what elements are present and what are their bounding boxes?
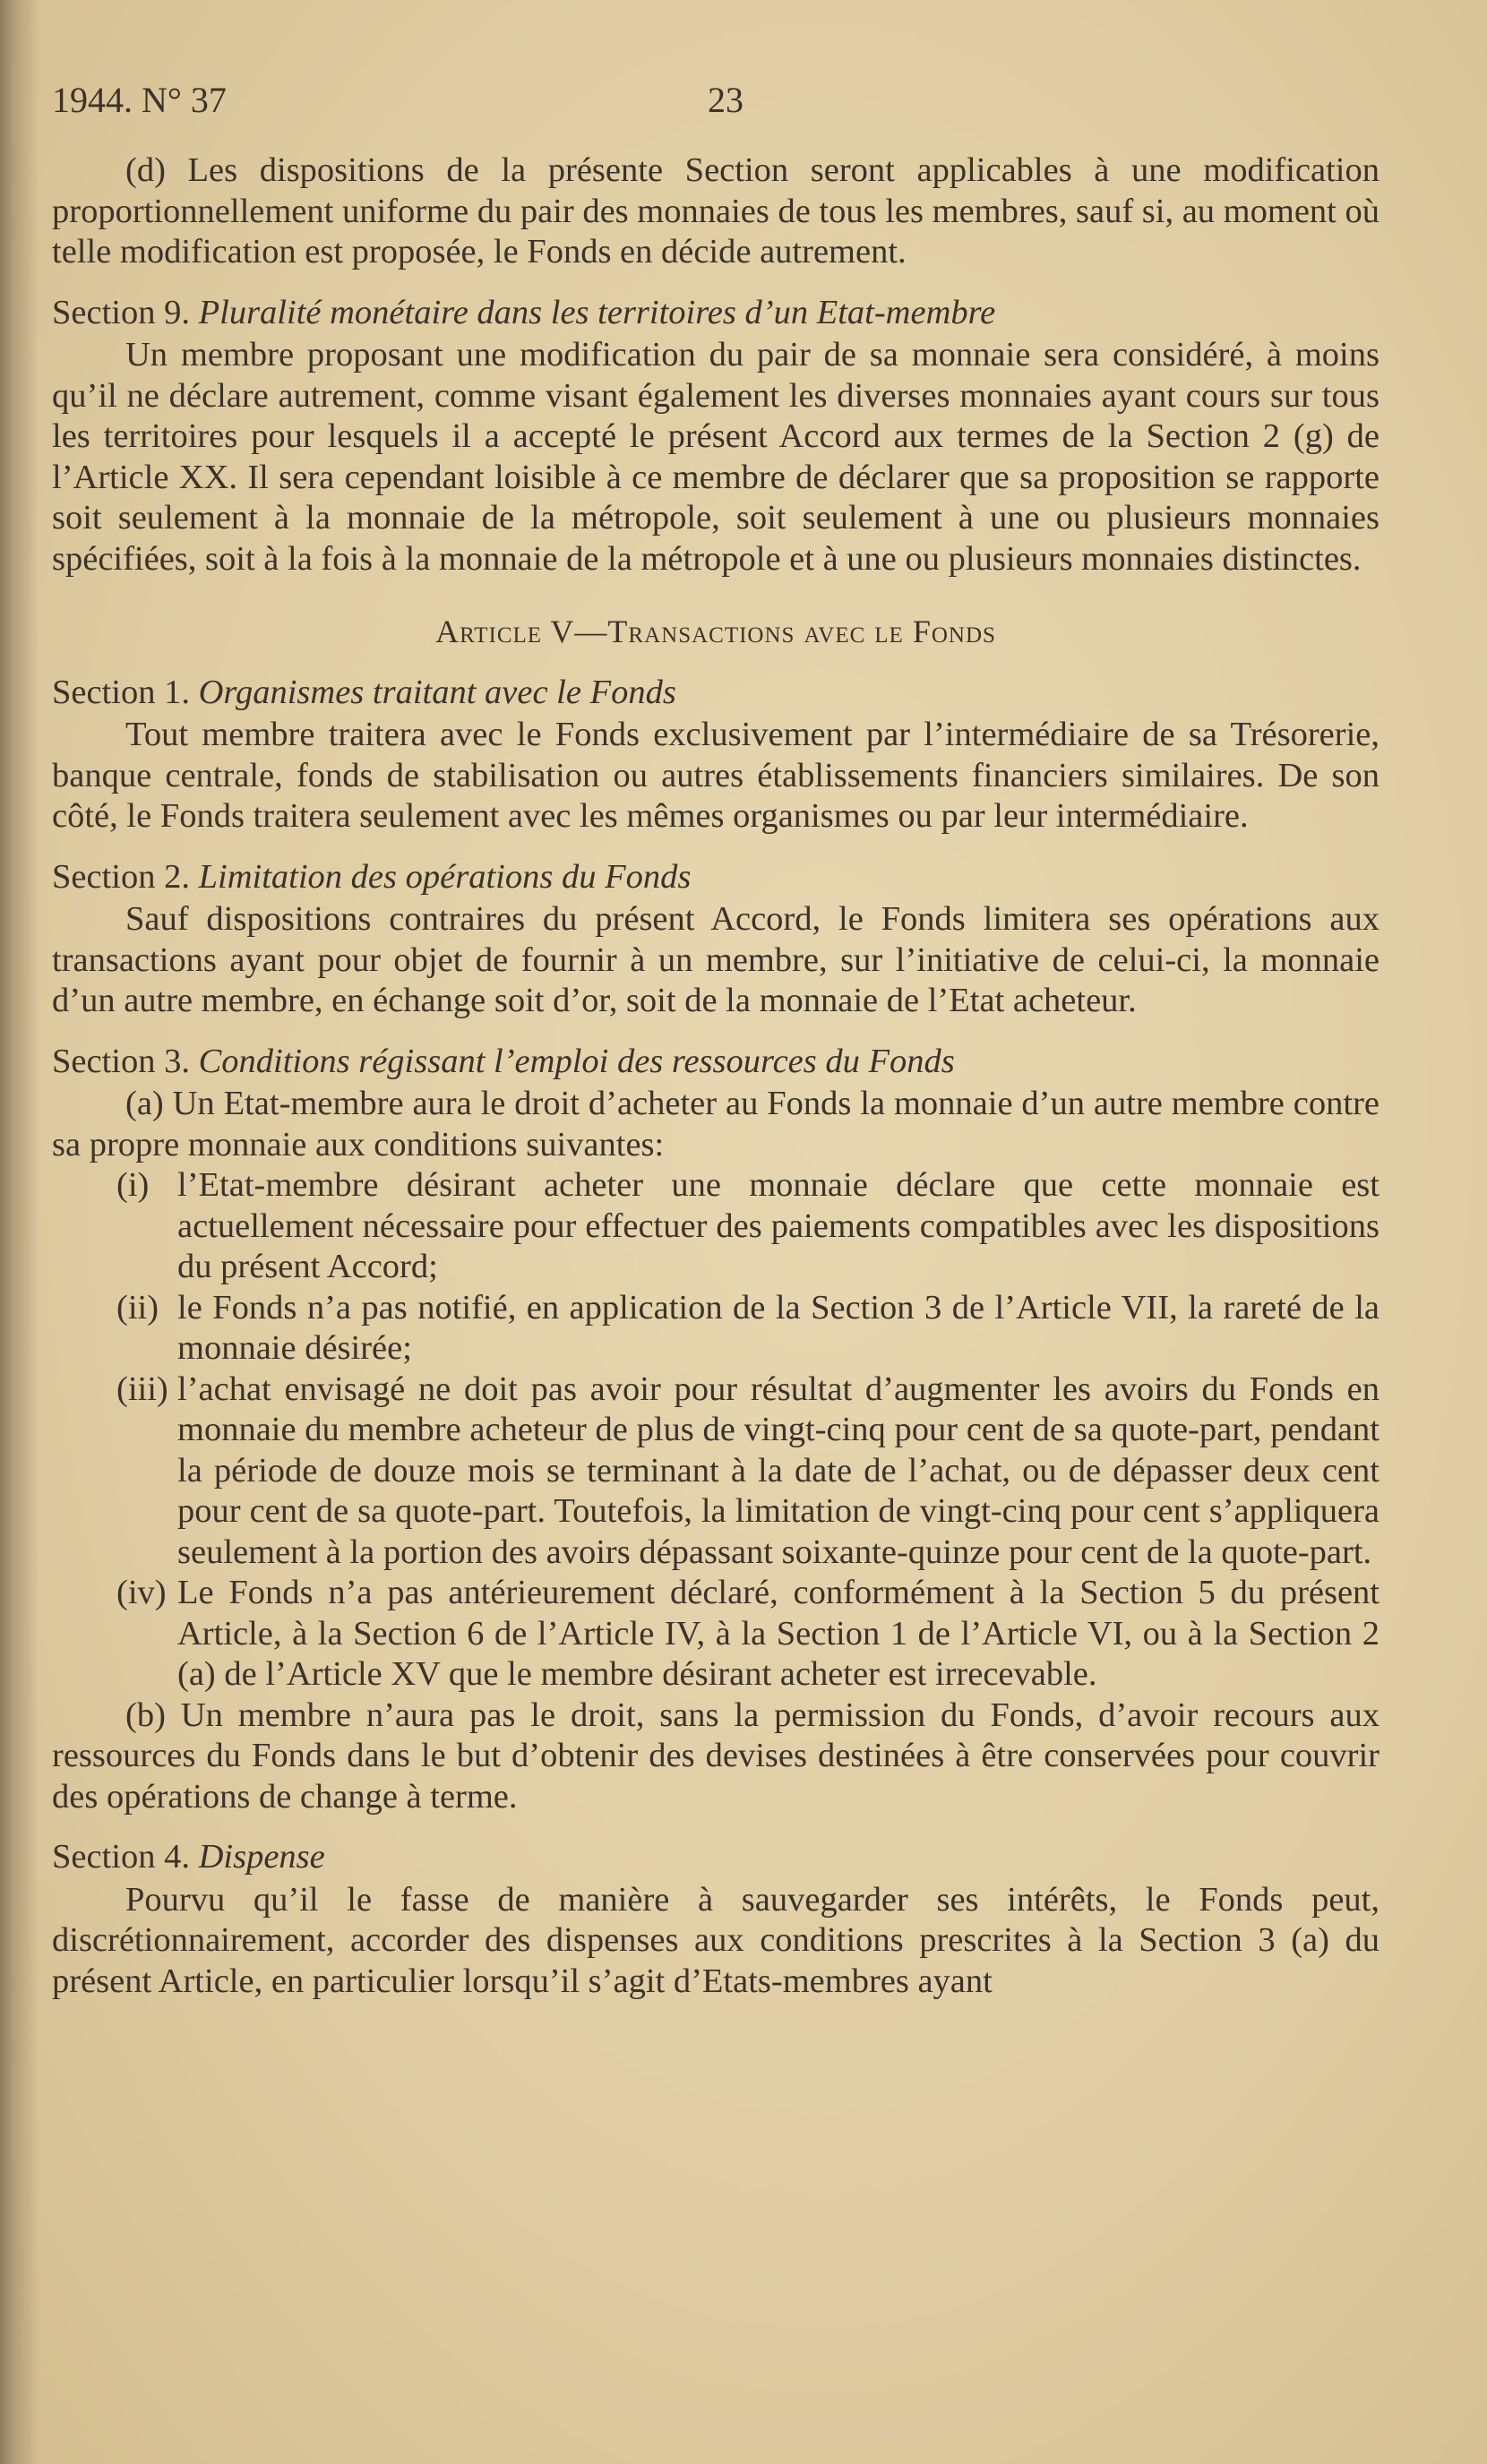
section-number: Section 9. [52, 293, 190, 331]
page-number: 23 [708, 80, 744, 120]
section-3-heading [52, 1042, 1380, 1083]
section-title: Pluralité monétaire dans les territoires d’un Etat-membre [198, 293, 996, 331]
binding-shadow [0, 0, 39, 2464]
section-title: Organismes traitant avec le Fonds [198, 673, 676, 711]
item-text: Le Fonds n’a pas antérieurement déclaré, conformément à la Section 5 du présent Article, à la Section 6 de l’Article IV, à la Section 1 de l’Article VI, ou à la Section 2 (a) de l’Article XV que le membre désirant acheter est irrecevable. [177, 1574, 1380, 1693]
section-2-body: Sauf dispositions contraires du présent Accord, le Fonds limitera ses opérations aux transactions ayant pour objet de fournir à un membre, sur l’initiative de celui-ci, la monnaie d’un autre membre, en échange soit d’or, soit de la monnaie de l’Etat acheteur. [52, 900, 1380, 1019]
item-text: le Fonds n’a pas notifié, en application de la Section 3 de l’Article VII, la rareté de la monnaie désirée; [177, 1288, 1380, 1367]
section-number: Section 4. [52, 1838, 190, 1876]
section-number: Section 1. [52, 673, 190, 711]
section-3-paragraph-b: (b) Un membre n’aura pas le droit, sans la permission du Fonds, d’avoir recours aux ressources du Fonds dans le but d’obtenir des devises destinées à être conservées pour couvrir des opérations de change à terme. [52, 1696, 1380, 1816]
section-9-heading [52, 293, 1380, 334]
section-4-heading [52, 1837, 1380, 1878]
list-item [52, 1288, 1380, 1369]
section-title: Conditions régissant l’emploi des ressources du Fonds [198, 1042, 955, 1080]
section-4-body: Pourvu qu’il le fasse de manière à sauvegarder ses intérêts, le Fonds peut, discrétionnairement, accorder des dispenses aux conditions prescrites à la Section 3 (a) du présent Article, en particulier lorsqu’il s’agit d’Etats-membres ayant [52, 1880, 1380, 2000]
section-1-heading [52, 673, 1380, 714]
section-number: Section 2. [52, 857, 190, 896]
item-marker: (iii) [116, 1369, 168, 1408]
conditions-list [52, 1165, 1380, 1696]
item-text: l’Etat-membre désirant acheter une monnaie déclare que cette monnaie est actuellement nécessaire pour effectuer des paiements compatibles avec les dispositions du présent Accord; [177, 1166, 1380, 1285]
paragraph-d: (d) Les dispositions de la présente Section seront applicables à une modification proportionnellement uniforme du pair des monnaies de tous les membres, sauf si, au moment où telle modification est proposée, le Fonds en décide autrement. [52, 151, 1380, 270]
item-text: l’achat envisagé ne doit pas avoir pour résultat d’augmenter les avoirs du Fonds en monnaie du membre acheteur de plus de vingt-cinq pour cent de sa quote-part, pendant la période de douze mois se terminant à la date de l’achat, ou de dépasser deux cent pour cent de sa quote-part. Toutefois, la limitation de vingt-cinq pour cent s’appliquera seulement à la portion des avoirs dépassant soixante-quinze pour cent de la quote-part. [177, 1369, 1380, 1571]
list-item [52, 1369, 1380, 1574]
page-header [52, 79, 1426, 133]
list-item [52, 1573, 1380, 1696]
section-3-intro: (a) Un Etat-membre aura le droit d’acheter au Fonds la monnaie d’un autre membre contre sa propre monnaie aux conditions suivantes: [52, 1085, 1380, 1163]
section-9-body: Un membre proposant une modification du pair de sa monnaie sera considéré, à moins qu’il ne déclare autrement, comme visant également les diverses monnaies ayant cours sur tous les territoires pour lesquels il a accepté le présent Accord aux termes de la Section 2 (g) de l’Article XX. Il sera cependant loisible à ce membre de déclarer que sa proposition se rapporte soit seulement à la monnaie de la métropole, soit seulement à une ou plusieurs monnaies spécifiées, soit à la fois à la monnaie de la métropole et à une ou plusieurs monnaies distinctes. [52, 336, 1380, 578]
section-number: Section 3. [52, 1042, 190, 1080]
section-2-heading [52, 857, 1380, 898]
body-text [52, 150, 1380, 2002]
section-title: Limitation des opérations du Fonds [198, 857, 692, 896]
list-item [52, 1165, 1380, 1288]
item-marker: (i) [116, 1166, 150, 1204]
publication-reference: 1944. N° 37 [52, 80, 227, 120]
item-marker: (iv) [116, 1574, 167, 1611]
section-title: Dispense [198, 1838, 325, 1876]
section-1-body: Tout membre traitera avec le Fonds exclusivement par l’intermédiaire de sa Trésorerie, banque centrale, fonds de stabilisation ou autres établissements financiers similaires. De son côté, le Fonds traitera seulement avec les mêmes organismes ou par leur intermédiaire. [52, 716, 1380, 835]
article-title: Article V—Transactions avec le Fonds [435, 614, 996, 649]
item-marker: (ii) [116, 1288, 159, 1326]
